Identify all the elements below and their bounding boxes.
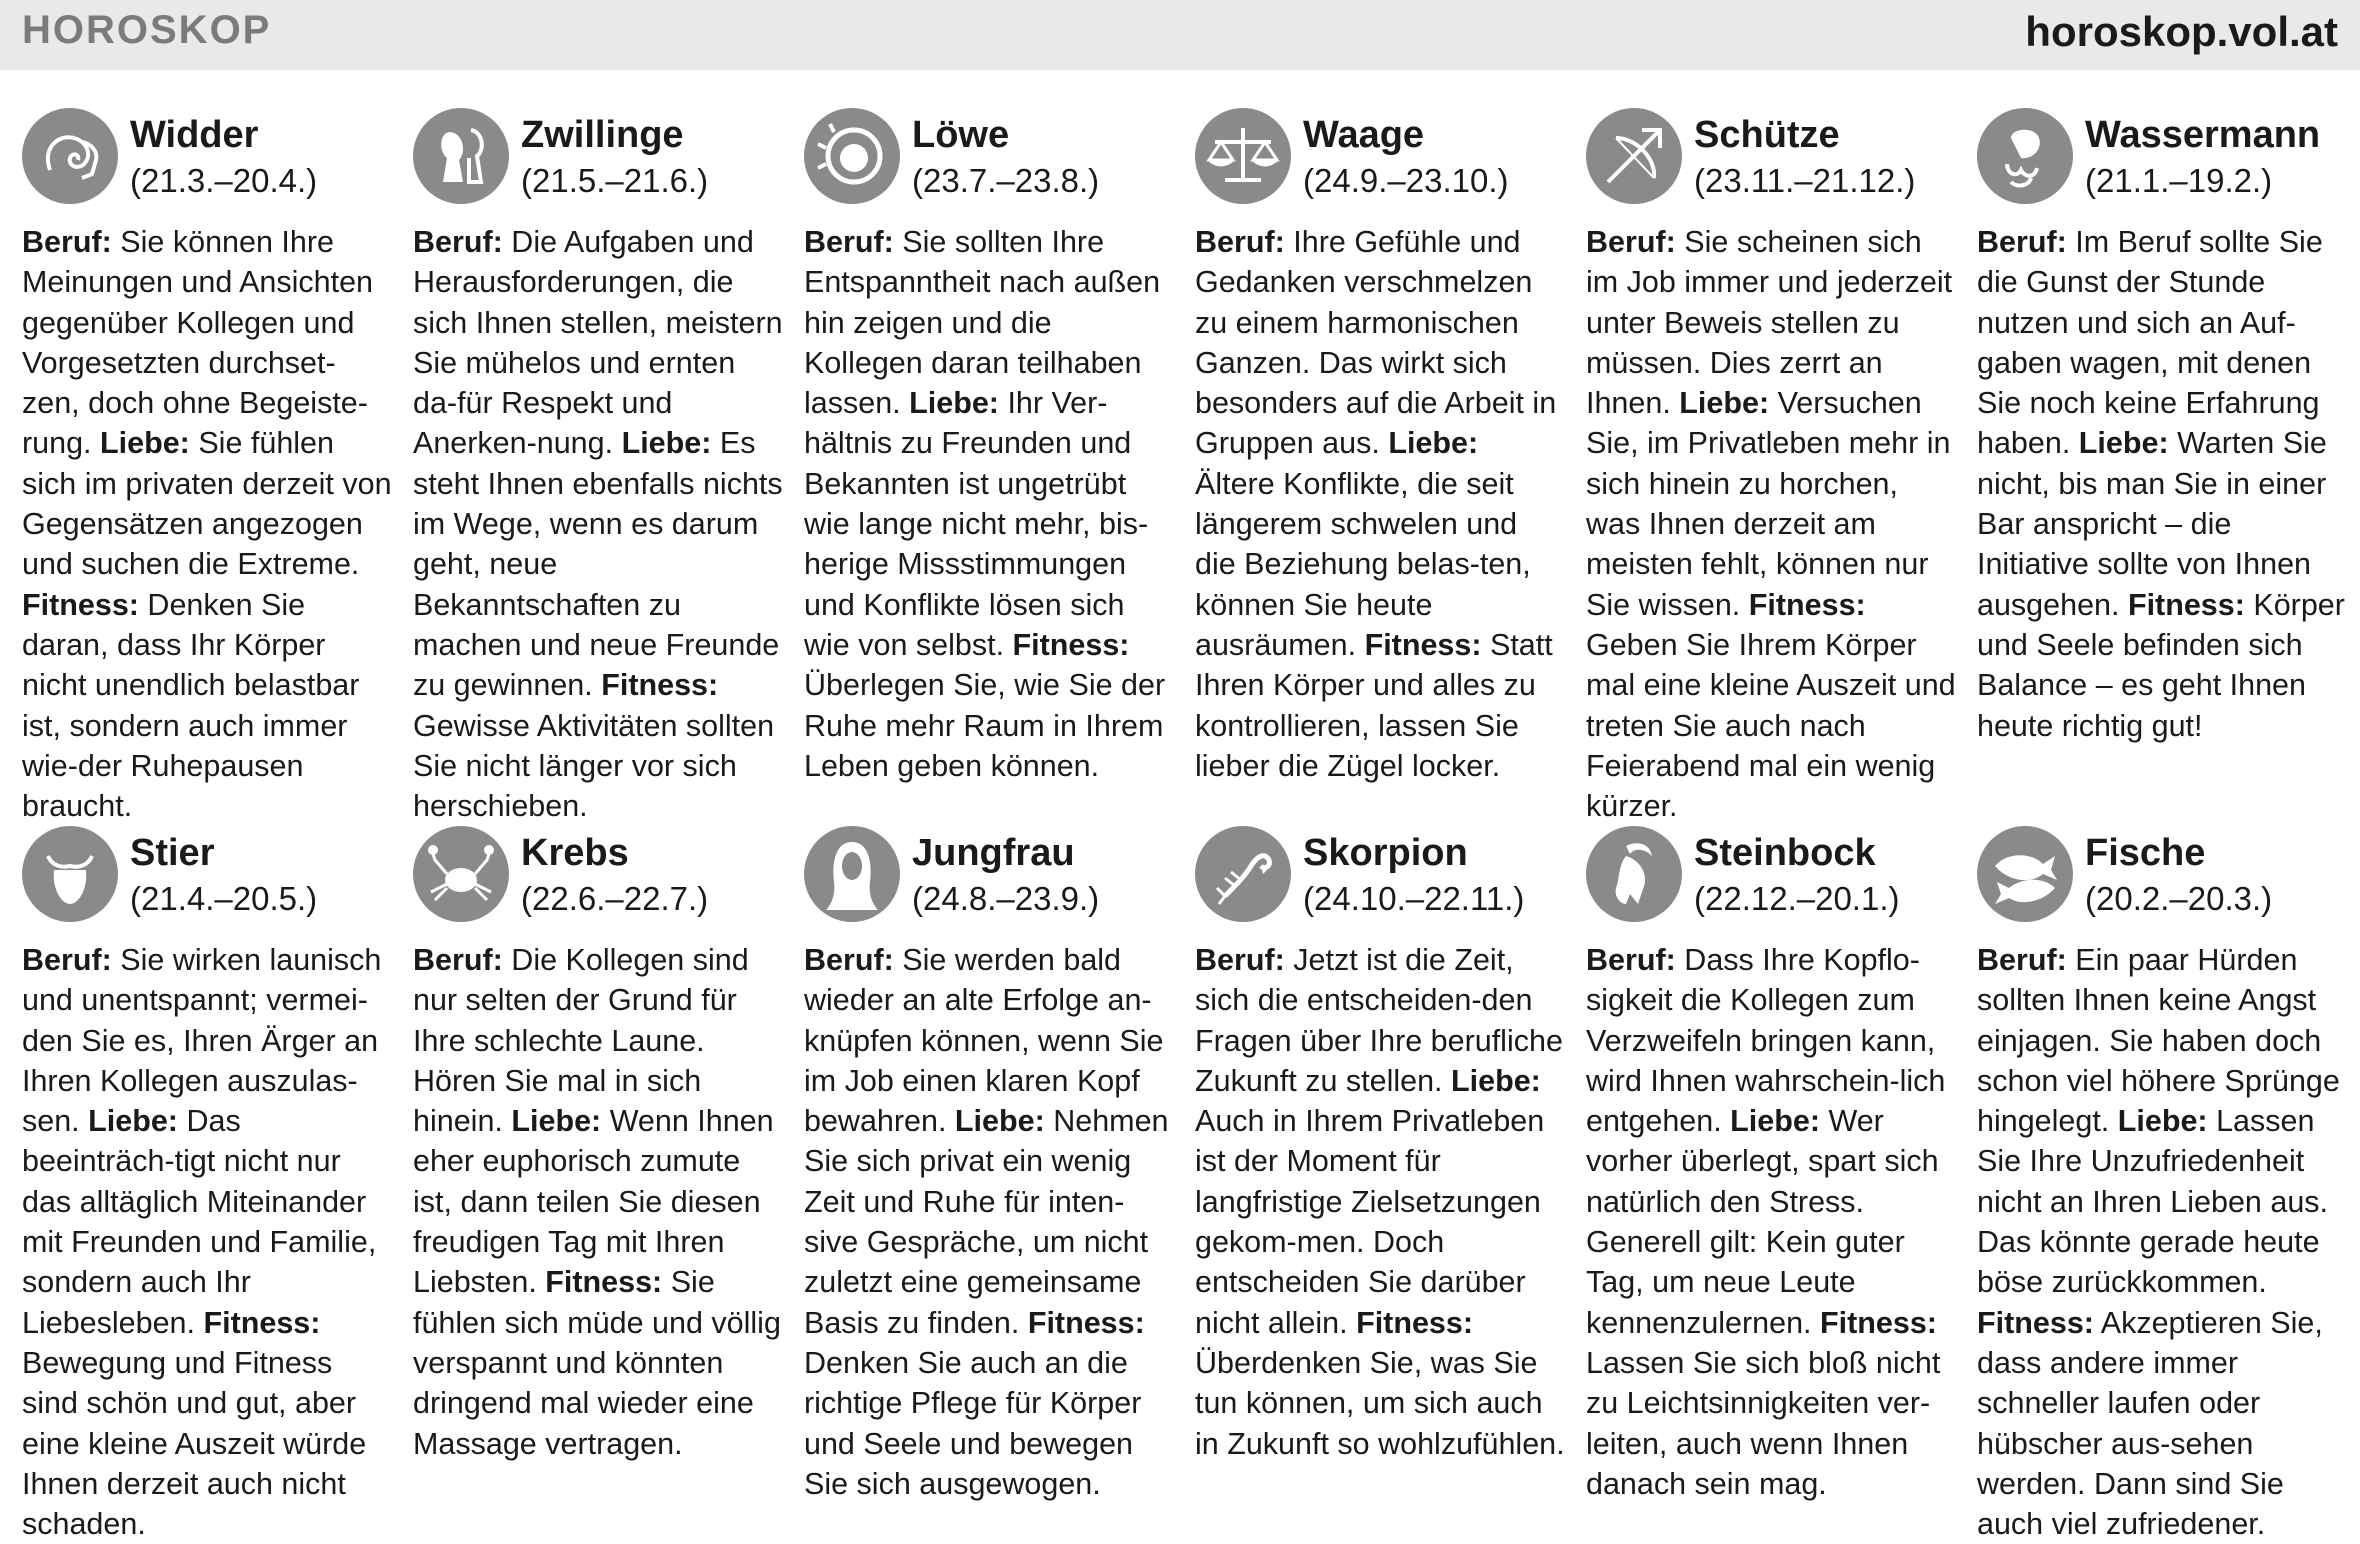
text-beruf: Im Beruf sollte Sie die Gunst der Stunde nutzen und sich an Auf-gaben wagen, mit denen Sie noch keine Erfahrung haben. — [1977, 225, 2323, 461]
text-liebe: Ältere Konflikte, die seit längerem schwelen und die Beziehung belas-ten, können Sie heute ausräumen. — [1195, 466, 1531, 662]
label-liebe: Liebe: — [511, 1104, 602, 1139]
capricorn-icon — [1586, 826, 1682, 922]
label-liebe: Liebe: — [2117, 1104, 2208, 1139]
text-beruf: Sie können Ihre Meinungen und Ansichten gegenüber Kollegen und Vorgesetzten durchset-zen, doch ohne Begeiste-rung. — [22, 225, 374, 461]
label-fitness: Fitness: — [22, 587, 139, 622]
label-fitness: Fitness: — [1356, 1305, 1474, 1340]
sign-text — [22, 940, 392, 1544]
text-fitness: Überdenken Sie, was Sie tun können, um sich auch in Zukunft so wohlzufühlen. — [1195, 1345, 1565, 1461]
label-liebe: Liebe: — [1388, 426, 1479, 461]
text-beruf: Sie wirken launisch und unentspannt; vermei-den Sie es, Ihren Ärger an Ihren Kollegen auszulas-sen. — [22, 943, 382, 1139]
text-liebe: Warten Sie nicht, bis man Sie in einer Bar anspricht – die Initiative sollte von Ihnen ausgehen. — [1977, 426, 2327, 622]
sign-name: Waage — [1303, 114, 1425, 156]
label-beruf: Beruf: — [804, 943, 894, 977]
sign-dates: (22.6.–22.7.) — [521, 880, 709, 917]
sign-text — [1586, 940, 1956, 1504]
sign-name: Stier — [130, 832, 215, 874]
label-fitness: Fitness: — [545, 1265, 663, 1300]
label-liebe: Liebe: — [621, 426, 712, 461]
sign-fische — [1977, 826, 2347, 1544]
label-liebe: Liebe: — [1730, 1104, 1820, 1139]
sign-zwillinge — [413, 108, 783, 826]
label-fitness: Fitness: — [1012, 627, 1130, 662]
sign-dates: (23.7.–23.8.) — [912, 162, 1100, 199]
sign-stier — [22, 826, 392, 1544]
sign-text — [1195, 222, 1565, 786]
scorpio-icon — [1195, 826, 1291, 922]
sign-dates: (21.5.–21.6.) — [521, 162, 709, 199]
sign-jungfrau — [804, 826, 1174, 1504]
label-beruf: Beruf: — [1586, 943, 1676, 977]
text-fitness: Statt Ihren Körper und alles zu kontrollieren, lassen Sie lieber die Zügel locker. — [1195, 627, 1553, 783]
text-liebe: Versuchen Sie, im Privatleben mehr in sich hinein zu horchen, was Ihnen derzeit am meisten fehlt, können nur Sie wissen. — [1586, 386, 1951, 622]
label-liebe: Liebe: — [1451, 1063, 1541, 1098]
header-bar — [0, 0, 2360, 70]
leo-icon — [804, 108, 900, 204]
sign-name: Widder — [130, 114, 259, 156]
label-fitness: Fitness: — [2127, 587, 2245, 622]
sign-text — [1586, 222, 1956, 826]
text-fitness: Denken Sie auch an die richtige Pflege für Körper und Seele und bewegen Sie sich ausgewogen. — [804, 1345, 1142, 1501]
text-beruf: Sie werden bald wieder an alte Erfolge an-knüpfen können, wenn Sie im Job einen klaren Kopf bewahren. — [804, 943, 1164, 1139]
label-fitness: Fitness: — [203, 1305, 321, 1340]
label-liebe: Liebe: — [1679, 386, 1770, 421]
text-liebe: Ihr Ver-hältnis zu Freunden und Bekannten ist ungetrübt wie lange nicht mehr, bis-herige Missstimmungen und Konflikte lösen sich wie von selbst. — [804, 386, 1149, 662]
label-fitness: Fitness: — [1748, 587, 1866, 622]
label-beruf: Beruf: — [22, 225, 112, 259]
sign-dates: (21.4.–20.5.) — [130, 880, 318, 917]
sign-name: Steinbock — [1694, 832, 1876, 874]
label-beruf: Beruf: — [1977, 943, 2067, 977]
sign-waage — [1195, 108, 1565, 786]
text-fitness: Geben Sie Ihrem Körper mal eine kleine Auszeit und treten Sie auch nach Feierabend mal ein wenig kürzer. — [1586, 627, 1956, 824]
pisces-icon — [1977, 826, 2073, 922]
label-beruf: Beruf: — [1195, 943, 1285, 977]
sign-name: Fische — [2085, 832, 2206, 874]
label-fitness: Fitness: — [1977, 1305, 2094, 1340]
text-liebe: Wenn Ihnen eher euphorisch zumute ist, dann teilen Sie diesen freudigen Tag mit Ihren Liebsten. — [413, 1104, 774, 1300]
label-beruf: Beruf: — [1195, 225, 1285, 259]
site-url: horoskop.vol.at — [2025, 8, 2338, 55]
text-beruf: Jetzt ist die Zeit, sich die entscheiden-den Fragen über Ihre berufliche Zukunft zu stellen. — [1195, 943, 1563, 1098]
text-fitness: Lassen Sie sich bloß nicht zu Leichtsinnigkeiten ver-leiten, auch wenn Ihnen danach sein mag. — [1586, 1345, 1941, 1501]
text-liebe: Lassen Sie Ihre Unzufriedenheit nicht an Ihren Lieben aus. Das könnte gerade heute böse zurückkommen. — [1977, 1104, 2329, 1300]
text-liebe: Nehmen Sie sich privat ein wenig Zeit und Ruhe für inten-sive Gespräche, um nicht zuletzt eine gemeinsame Basis zu finden. — [804, 1104, 1169, 1340]
sign-text — [804, 222, 1174, 786]
sign-dates: (20.2.–20.3.) — [2085, 880, 2273, 917]
gemini-icon — [413, 108, 509, 204]
label-fitness: Fitness: — [1364, 627, 1482, 662]
sign-text — [22, 222, 392, 826]
text-liebe: Das beeinträch-tigt nicht nur das alltäglich Miteinander mit Freunden und Familie, sondern auch Ihr Liebesleben. — [22, 1104, 377, 1340]
text-beruf: Sie scheinen sich im Job immer und jederzeit unter Beweis stellen zu müssen. Dies zerrt an Ihnen. — [1586, 225, 1953, 421]
sign-loewe — [804, 108, 1174, 786]
sign-dates: (24.9.–23.10.) — [1303, 162, 1509, 199]
aries-icon — [22, 108, 118, 204]
label-beruf: Beruf: — [413, 225, 503, 259]
text-liebe: Wer vorher überlegt, spart sich natürlich den Stress. Generell gilt: Kein guter Tag, um neue Leute kennenzulernen. — [1586, 1104, 1939, 1340]
label-liebe: Liebe: — [100, 426, 190, 461]
text-beruf: Die Aufgaben und Herausforderungen, die sich Ihnen stellen, meistern Sie mühelos und ernten da-für Respekt und Anerken-nung. — [413, 225, 783, 461]
sign-dates: (22.12.–20.1.) — [1694, 880, 1900, 917]
label-beruf: Beruf: — [804, 225, 894, 259]
sign-name: Schütze — [1694, 114, 1840, 156]
text-liebe: Auch in Ihrem Privatleben ist der Moment für langfristige Zielsetzungen gekom-men. Doch entscheiden Sie darüber nicht allein. — [1195, 1104, 1545, 1340]
text-fitness: Gewisse Aktivitäten sollten Sie nicht länger vor sich herschieben. — [413, 708, 775, 824]
label-beruf: Beruf: — [1586, 225, 1676, 259]
sagittarius-icon — [1586, 108, 1682, 204]
label-fitness: Fitness: — [1027, 1305, 1145, 1340]
text-fitness: Denken Sie daran, dass Ihr Körper nicht unendlich belastbar ist, sondern auch immer wie-der Ruhepausen braucht. — [22, 587, 360, 824]
sign-name: Krebs — [521, 832, 629, 874]
text-beruf: Ihre Gefühle und Gedanken verschmelzen zu einem harmonischen Ganzen. Das wirkt sich besonders auf die Arbeit in Gruppen aus. — [1195, 225, 1557, 461]
text-beruf: Ein paar Hürden sollten Ihnen keine Angst einjagen. Sie haben doch schon viel höhere Sprünge hingelegt. — [1977, 943, 2340, 1139]
label-fitness: Fitness: — [1820, 1305, 1937, 1340]
label-fitness: Fitness: — [601, 668, 719, 703]
sign-dates: (24.8.–23.9.) — [912, 880, 1100, 917]
sign-name: Löwe — [912, 114, 1010, 156]
text-liebe: Es steht Ihnen ebenfalls nichts im Wege, wenn es darum geht, neue Bekanntschaften zu machen und neue Freunde zu gewinnen. — [413, 426, 783, 703]
text-fitness: Sie fühlen sich müde und völlig verspannt und könnten dringend mal wieder eine Massage vertragen. — [413, 1265, 781, 1461]
aquarius-icon — [1977, 108, 2073, 204]
cancer-icon — [413, 826, 509, 922]
label-liebe: Liebe: — [88, 1104, 178, 1139]
virgo-icon — [804, 826, 900, 922]
sign-skorpion — [1195, 826, 1565, 1464]
sign-krebs — [413, 826, 783, 1464]
taurus-icon — [22, 826, 118, 922]
text-liebe: Sie fühlen sich im privaten derzeit von Gegensätzen angezogen und suchen die Extreme. — [22, 426, 392, 582]
sign-schuetze — [1586, 108, 1956, 826]
sign-name: Skorpion — [1303, 832, 1468, 874]
sign-dates: (21.1.–19.2.) — [2085, 162, 2273, 199]
sign-text — [804, 940, 1174, 1504]
sign-wassermann — [1977, 108, 2347, 746]
label-beruf: Beruf: — [1977, 225, 2067, 259]
sign-dates: (23.11.–21.12.) — [1694, 162, 1916, 199]
sign-widder — [22, 108, 392, 826]
page-title: HOROSKOP — [22, 8, 272, 52]
text-beruf: Dass Ihre Kopflo-sigkeit die Kollegen zum Verzweifeln bringen kann, wird Ihnen wahrschein-lich entgehen. — [1586, 943, 1946, 1139]
sign-text — [1977, 940, 2347, 1544]
text-beruf: Die Kollegen sind nur selten der Grund für Ihre schlechte Laune. Hören Sie mal in sich hinein. — [413, 943, 749, 1139]
label-liebe: Liebe: — [909, 386, 999, 421]
sign-name: Zwillinge — [521, 114, 684, 156]
label-beruf: Beruf: — [413, 943, 503, 977]
label-liebe: Liebe: — [2078, 426, 2169, 461]
sign-name: Wassermann — [2085, 114, 2321, 156]
text-fitness: Bewegung und Fitness sind schön und gut, aber eine kleine Auszeit würde Ihnen derzeit auch nicht schaden. — [22, 1345, 367, 1542]
label-liebe: Liebe: — [954, 1104, 1045, 1139]
text-beruf: Sie sollten Ihre Entspanntheit nach außen hin zeigen und die Kollegen daran teilhaben lassen. — [804, 225, 1161, 421]
sign-name: Jungfrau — [912, 832, 1075, 874]
sign-steinbock — [1586, 826, 1956, 1504]
libra-icon — [1195, 108, 1291, 204]
text-fitness: Körper und Seele befinden sich Balance – es geht Ihnen heute richtig gut! — [1977, 587, 2345, 743]
sign-text — [1977, 222, 2347, 746]
label-beruf: Beruf: — [22, 943, 112, 977]
text-fitness: Überlegen Sie, wie Sie der Ruhe mehr Raum in Ihrem Leben geben können. — [804, 668, 1166, 783]
sign-dates: (24.10.–22.11.) — [1303, 880, 1525, 917]
sign-text — [413, 222, 783, 826]
text-fitness: Akzeptieren Sie, dass andere immer schneller laufen oder hübscher aus-sehen werden. Dann sind Sie auch viel zufriedener. — [1977, 1305, 2323, 1542]
sign-dates: (21.3.–20.4.) — [130, 162, 318, 199]
sign-text — [413, 940, 783, 1464]
sign-text — [1195, 940, 1565, 1464]
